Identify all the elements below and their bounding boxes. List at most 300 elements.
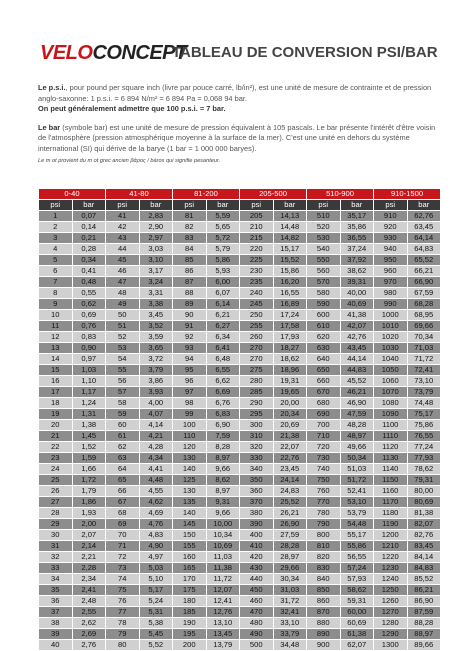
psi-cell: 68 — [106, 508, 140, 519]
bar-cell: 13,79 — [206, 640, 240, 651]
table-row — [39, 420, 441, 431]
psi-cell: 53 — [106, 343, 140, 354]
bar-cell: 3,31 — [139, 288, 173, 299]
bar-cell: 3,45 — [139, 310, 173, 321]
bar-cell: 29,66 — [273, 563, 307, 574]
table-row — [39, 563, 441, 574]
psi-cell: 1270 — [374, 607, 408, 618]
bar-cell: 1,45 — [72, 431, 106, 442]
bar-cell: 46,21 — [340, 387, 374, 398]
table-row — [39, 629, 441, 640]
bar-cell: 54,48 — [340, 519, 374, 530]
bar-cell: 3,86 — [139, 376, 173, 387]
bar-cell: 17,58 — [273, 321, 307, 332]
bar-cell: 11,03 — [206, 552, 240, 563]
bar-cell: 4,62 — [139, 497, 173, 508]
bar-cell: 30,34 — [273, 574, 307, 585]
psi-cell: 59 — [106, 409, 140, 420]
bar-cell: 3,65 — [139, 343, 173, 354]
bar-cell: 34,48 — [273, 640, 307, 651]
bar-cell: 8,97 — [206, 453, 240, 464]
psi-cell: 57 — [106, 387, 140, 398]
psi-cell: 720 — [307, 442, 341, 453]
psi-cell: 150 — [173, 530, 207, 541]
range-header: 910-1500 — [374, 189, 441, 200]
page-title: TABLEAU DE CONVERSION PSI/BAR — [172, 44, 438, 61]
psi-cell: 41 — [106, 211, 140, 222]
psi-cell: 1210 — [374, 541, 408, 552]
bar-cell: 40,00 — [340, 288, 374, 299]
bar-cell: 64,14 — [407, 233, 441, 244]
unit-bar-header: bar — [139, 200, 173, 211]
psi-cell: 520 — [307, 222, 341, 233]
psi-cell: 440 — [240, 574, 274, 585]
bar-cell: 1,93 — [72, 508, 106, 519]
intro-text — [38, 83, 442, 166]
table-row — [39, 552, 441, 563]
psi-cell: 690 — [307, 409, 341, 420]
bar-cell: 2,55 — [72, 607, 106, 618]
psi-cell: 1220 — [374, 552, 408, 563]
bar-cell: 6,69 — [206, 387, 240, 398]
bar-cell: 3,10 — [139, 255, 173, 266]
bar-cell: 33,79 — [273, 629, 307, 640]
bar-cell: 33,10 — [273, 618, 307, 629]
unit-psi-header: psi — [39, 200, 73, 211]
bar-cell: 86,21 — [407, 585, 441, 596]
table-row — [39, 607, 441, 618]
bar-cell: 84,83 — [407, 563, 441, 574]
psi-cell: 580 — [307, 288, 341, 299]
bar-cell: 4,00 — [139, 398, 173, 409]
psi-cell: 740 — [307, 464, 341, 475]
bar-cell: 87,59 — [407, 607, 441, 618]
bar-cell: 75,17 — [407, 409, 441, 420]
psi-cell: 63 — [106, 453, 140, 464]
bar-cell: 2,90 — [139, 222, 173, 233]
psi-cell: 990 — [374, 299, 408, 310]
psi-cell: 250 — [240, 310, 274, 321]
psi-cell: 1300 — [374, 640, 408, 651]
table-row — [39, 541, 441, 552]
bar-cell: 4,76 — [139, 519, 173, 530]
bar-cell: 42,76 — [340, 332, 374, 343]
psi-cell: 920 — [374, 222, 408, 233]
psi-cell: 300 — [240, 420, 274, 431]
psi-cell: 1160 — [374, 486, 408, 497]
bar-cell: 14,48 — [273, 222, 307, 233]
psi-cell: 71 — [106, 541, 140, 552]
psi-cell: 960 — [374, 266, 408, 277]
psi-cell: 58 — [106, 398, 140, 409]
psi-cell: 360 — [240, 486, 274, 497]
bar-cell: 3,38 — [139, 299, 173, 310]
bar-cell: 2,41 — [72, 585, 106, 596]
psi-cell: 275 — [240, 365, 274, 376]
bar-cell: 68,95 — [407, 310, 441, 321]
bar-cell: 58,62 — [340, 585, 374, 596]
psi-cell: 125 — [173, 475, 207, 486]
psi-cell: 500 — [240, 640, 274, 651]
psi-cell: 660 — [307, 376, 341, 387]
bar-cell: 72,41 — [407, 365, 441, 376]
psi-cell: 34 — [39, 574, 73, 585]
psi-cell: 87 — [173, 277, 207, 288]
bar-cell: 5,24 — [139, 596, 173, 607]
psi-cell: 51 — [106, 321, 140, 332]
psi-cell: 205 — [240, 211, 274, 222]
psi-cell: 970 — [374, 277, 408, 288]
psi-cell: 72 — [106, 552, 140, 563]
psi-cell: 420 — [240, 552, 274, 563]
psi-cell: 480 — [240, 618, 274, 629]
bar-cell: 62,07 — [340, 640, 374, 651]
psi-cell: 30 — [39, 530, 73, 541]
bar-cell: 4,34 — [139, 453, 173, 464]
psi-cell: 240 — [240, 288, 274, 299]
bar-cell: 20,34 — [273, 409, 307, 420]
bar-cell: 27,59 — [273, 530, 307, 541]
psi-cell: 800 — [307, 530, 341, 541]
bar-cell: 23,45 — [273, 464, 307, 475]
psi-cell: 1290 — [374, 629, 408, 640]
bar-cell: 6,90 — [206, 420, 240, 431]
bar-cell: 4,69 — [139, 508, 173, 519]
psi-cell: 93 — [173, 343, 207, 354]
psi-definition — [38, 83, 442, 104]
psi-cell: 910 — [374, 211, 408, 222]
psi-cell: 28 — [39, 508, 73, 519]
psi-cell: 25 — [39, 475, 73, 486]
bar-cell: 47,59 — [340, 409, 374, 420]
bar-cell: 64,83 — [407, 244, 441, 255]
psi-cell: 36 — [39, 596, 73, 607]
bar-cell: 68,28 — [407, 299, 441, 310]
psi-cell: 135 — [173, 497, 207, 508]
bar-cell: 1,52 — [72, 442, 106, 453]
bar-cell: 6,21 — [206, 310, 240, 321]
psi-rule-of-thumb: On peut généralement admettre que 100 p.s.i. = 7 bar. — [38, 104, 226, 114]
psi-cell: 4 — [39, 244, 73, 255]
psi-cell: 1130 — [374, 453, 408, 464]
psi-cell: 140 — [173, 464, 207, 475]
psi-cell: 88 — [173, 288, 207, 299]
psi-cell: 450 — [240, 585, 274, 596]
psi-cell: 17 — [39, 387, 73, 398]
psi-cell: 380 — [240, 508, 274, 519]
bar-cell: 4,41 — [139, 464, 173, 475]
bar-cell: 56,55 — [340, 552, 374, 563]
bar-cell: 44,14 — [340, 354, 374, 365]
psi-cell: 850 — [307, 585, 341, 596]
bar-cell: 0,41 — [72, 266, 106, 277]
psi-cell: 91 — [173, 321, 207, 332]
bar-cell: 5,17 — [139, 585, 173, 596]
psi-cell: 1040 — [374, 354, 408, 365]
psi-cell: 1010 — [374, 321, 408, 332]
table-row — [39, 211, 441, 222]
bar-cell: 73,79 — [407, 387, 441, 398]
bar-cell: 50,34 — [340, 453, 374, 464]
bar-cell: 1,59 — [72, 453, 106, 464]
bar-cell: 38,62 — [340, 266, 374, 277]
bar-cell: 4,55 — [139, 486, 173, 497]
bar-cell: 26,21 — [273, 508, 307, 519]
psi-cell: 95 — [173, 365, 207, 376]
bar-cell: 4,28 — [139, 442, 173, 453]
psi-cell: 810 — [307, 541, 341, 552]
psi-cell: 92 — [173, 332, 207, 343]
psi-cell: 620 — [307, 332, 341, 343]
psi-cell: 40 — [39, 640, 73, 651]
range-header: 81-200 — [173, 189, 240, 200]
psi-cell: 15 — [39, 365, 73, 376]
psi-cell: 200 — [173, 640, 207, 651]
bar-cell: 4,83 — [139, 530, 173, 541]
bar-cell: 82,07 — [407, 519, 441, 530]
psi-cell: 98 — [173, 398, 207, 409]
bar-cell: 3,79 — [139, 365, 173, 376]
bar-cell: 25,52 — [273, 497, 307, 508]
range-header-row — [39, 189, 441, 200]
table-row — [39, 255, 441, 266]
bar-cell: 18,96 — [273, 365, 307, 376]
bar-cell: 24,14 — [273, 475, 307, 486]
psi-cell: 74 — [106, 574, 140, 585]
unit-bar-header: bar — [340, 200, 374, 211]
psi-cell: 79 — [106, 629, 140, 640]
psi-cell: 69 — [106, 519, 140, 530]
bar-cell: 78,62 — [407, 464, 441, 475]
bar-cell: 20,00 — [273, 398, 307, 409]
psi-cell: 6 — [39, 266, 73, 277]
bar-cell: 0,90 — [72, 343, 106, 354]
psi-cell: 22 — [39, 442, 73, 453]
bar-cell: 2,69 — [72, 629, 106, 640]
psi-cell: 37 — [39, 607, 73, 618]
bar-cell: 4,07 — [139, 409, 173, 420]
table-row — [39, 277, 441, 288]
bar-cell: 51,03 — [340, 464, 374, 475]
bar-cell: 1,31 — [72, 409, 106, 420]
psi-cell: 81 — [173, 211, 207, 222]
bar-cell: 67,59 — [407, 288, 441, 299]
psi-cell: 33 — [39, 563, 73, 574]
bar-cell: 4,48 — [139, 475, 173, 486]
psi-cell: 3 — [39, 233, 73, 244]
psi-cell: 400 — [240, 530, 274, 541]
psi-cell: 39 — [39, 629, 73, 640]
psi-cell: 80 — [106, 640, 140, 651]
psi-cell: 1060 — [374, 376, 408, 387]
psi-cell: 750 — [307, 475, 341, 486]
table-row — [39, 596, 441, 607]
bar-cell: 0,97 — [72, 354, 106, 365]
table-row — [39, 475, 441, 486]
psi-cell: 11 — [39, 321, 73, 332]
bar-cell: 16,89 — [273, 299, 307, 310]
psi-cell: 5 — [39, 255, 73, 266]
bar-cell: 5,59 — [206, 211, 240, 222]
header — [40, 42, 460, 66]
psi-cell: 710 — [307, 431, 341, 442]
table-row — [39, 266, 441, 277]
psi-cell: 54 — [106, 354, 140, 365]
bar-cell: 5,72 — [206, 233, 240, 244]
bar-cell: 6,76 — [206, 398, 240, 409]
bar-cell: 1,38 — [72, 420, 106, 431]
psi-cell: 62 — [106, 442, 140, 453]
unit-header-row — [39, 200, 441, 211]
psi-cell: 19 — [39, 409, 73, 420]
psi-cell: 940 — [374, 244, 408, 255]
bar-text: (symbole bar) est une unité de mesure de pression équivalent à 105 pascals. Le bar présente l'intérêt d'être voisin de l'atmosphère (pression atmosphérique moyenne à la surface de la mer). C'est une unité en dehors du système international (SI) qui dérive de la barye (1 bar = 1 000 000 baryes). — [38, 122, 436, 153]
psi-cell: 44 — [106, 244, 140, 255]
psi-cell: 27 — [39, 497, 73, 508]
psi-cell: 640 — [307, 354, 341, 365]
bar-cell: 76,55 — [407, 431, 441, 442]
bar-cell: 28,97 — [273, 552, 307, 563]
psi-cell: 1070 — [374, 387, 408, 398]
bar-cell: 6,62 — [206, 376, 240, 387]
bar-cell: 5,31 — [139, 607, 173, 618]
psi-cell: 14 — [39, 354, 73, 365]
bar-cell: 35,17 — [340, 211, 374, 222]
bar-cell: 15,52 — [273, 255, 307, 266]
bar-cell: 66,90 — [407, 277, 441, 288]
psi-cell: 42 — [106, 222, 140, 233]
psi-cell: 75 — [106, 585, 140, 596]
psi-cell: 70 — [106, 530, 140, 541]
bar-cell: 48,28 — [340, 420, 374, 431]
psi-cell: 870 — [307, 607, 341, 618]
psi-cell: 100 — [173, 420, 207, 431]
bar-cell: 77,93 — [407, 453, 441, 464]
bar-cell: 6,34 — [206, 332, 240, 343]
psi-cell: 23 — [39, 453, 73, 464]
psi-cell: 60 — [106, 420, 140, 431]
bar-cell: 28,28 — [273, 541, 307, 552]
psi-cell: 61 — [106, 431, 140, 442]
psi-cell: 56 — [106, 376, 140, 387]
bar-cell: 0,83 — [72, 332, 106, 343]
psi-cell: 82 — [173, 222, 207, 233]
bar-cell: 2,34 — [72, 574, 106, 585]
bar-cell: 2,28 — [72, 563, 106, 574]
psi-cell: 46 — [106, 266, 140, 277]
psi-cell: 1120 — [374, 442, 408, 453]
psi-cell: 52 — [106, 332, 140, 343]
bar-cell: 12,07 — [206, 585, 240, 596]
psi-cell: 1180 — [374, 508, 408, 519]
bar-cell: 3,03 — [139, 244, 173, 255]
table-row — [39, 310, 441, 321]
bar-cell: 0,28 — [72, 244, 106, 255]
psi-cell: 78 — [106, 618, 140, 629]
bar-cell: 32,41 — [273, 607, 307, 618]
psi-cell: 255 — [240, 321, 274, 332]
bar-term: Le bar — [38, 122, 61, 132]
bar-cell: 6,83 — [206, 409, 240, 420]
psi-cell: 790 — [307, 519, 341, 530]
bar-cell: 5,03 — [139, 563, 173, 574]
bar-cell: 11,38 — [206, 563, 240, 574]
bar-cell: 4,90 — [139, 541, 173, 552]
bar-cell: 8,62 — [206, 475, 240, 486]
psi-cell: 110 — [173, 431, 207, 442]
bar-cell: 0,14 — [72, 222, 106, 233]
table-row — [39, 508, 441, 519]
psi-cell: 600 — [307, 310, 341, 321]
bar-cell: 80,00 — [407, 486, 441, 497]
psi-cell: 130 — [173, 453, 207, 464]
bar-cell: 60,00 — [340, 607, 374, 618]
table-row — [39, 365, 441, 376]
psi-cell: 99 — [173, 409, 207, 420]
bar-cell: 39,31 — [340, 277, 374, 288]
velo-concept-logo — [40, 42, 187, 65]
table-row — [39, 409, 441, 420]
bar-cell: 3,72 — [139, 354, 173, 365]
table-row — [39, 453, 441, 464]
bar-cell: 70,34 — [407, 332, 441, 343]
bar-cell: 10,69 — [206, 541, 240, 552]
unit-psi-header: psi — [106, 200, 140, 211]
psi-cell: 140 — [173, 508, 207, 519]
table-row — [39, 464, 441, 475]
psi-cell: 65 — [106, 475, 140, 486]
psi-cell: 67 — [106, 497, 140, 508]
bar-definition — [38, 123, 442, 155]
psi-cell: 130 — [173, 486, 207, 497]
psi-cell: 570 — [307, 277, 341, 288]
psi-cell: 1170 — [374, 497, 408, 508]
psi-cell: 1110 — [374, 431, 408, 442]
table-row — [39, 244, 441, 255]
psi-cell: 330 — [240, 453, 274, 464]
psi-cell: 225 — [240, 255, 274, 266]
bar-cell: 3,24 — [139, 277, 173, 288]
bar-cell: 2,48 — [72, 596, 106, 607]
psi-cell: 550 — [307, 255, 341, 266]
psi-cell: 840 — [307, 574, 341, 585]
psi-cell: 13 — [39, 343, 73, 354]
table-row — [39, 574, 441, 585]
psi-cell: 9 — [39, 299, 73, 310]
conversion-table — [38, 188, 441, 651]
bar-cell: 13,10 — [206, 618, 240, 629]
bar-cell: 6,41 — [206, 343, 240, 354]
psi-cell: 370 — [240, 497, 274, 508]
bar-cell: 5,79 — [206, 244, 240, 255]
psi-cell: 7 — [39, 277, 73, 288]
psi-cell: 90 — [173, 310, 207, 321]
psi-cell: 83 — [173, 233, 207, 244]
bar-cell: 35,86 — [340, 222, 374, 233]
psi-cell: 430 — [240, 563, 274, 574]
unit-bar-header: bar — [206, 200, 240, 211]
bar-cell: 2,00 — [72, 519, 106, 530]
table-row — [39, 640, 441, 651]
psi-cell: 18 — [39, 398, 73, 409]
table-row — [39, 486, 441, 497]
bar-cell: 3,59 — [139, 332, 173, 343]
psi-cell: 700 — [307, 420, 341, 431]
psi-cell: 350 — [240, 475, 274, 486]
psi-cell: 155 — [173, 541, 207, 552]
psi-cell: 860 — [307, 596, 341, 607]
psi-cell: 890 — [307, 629, 341, 640]
